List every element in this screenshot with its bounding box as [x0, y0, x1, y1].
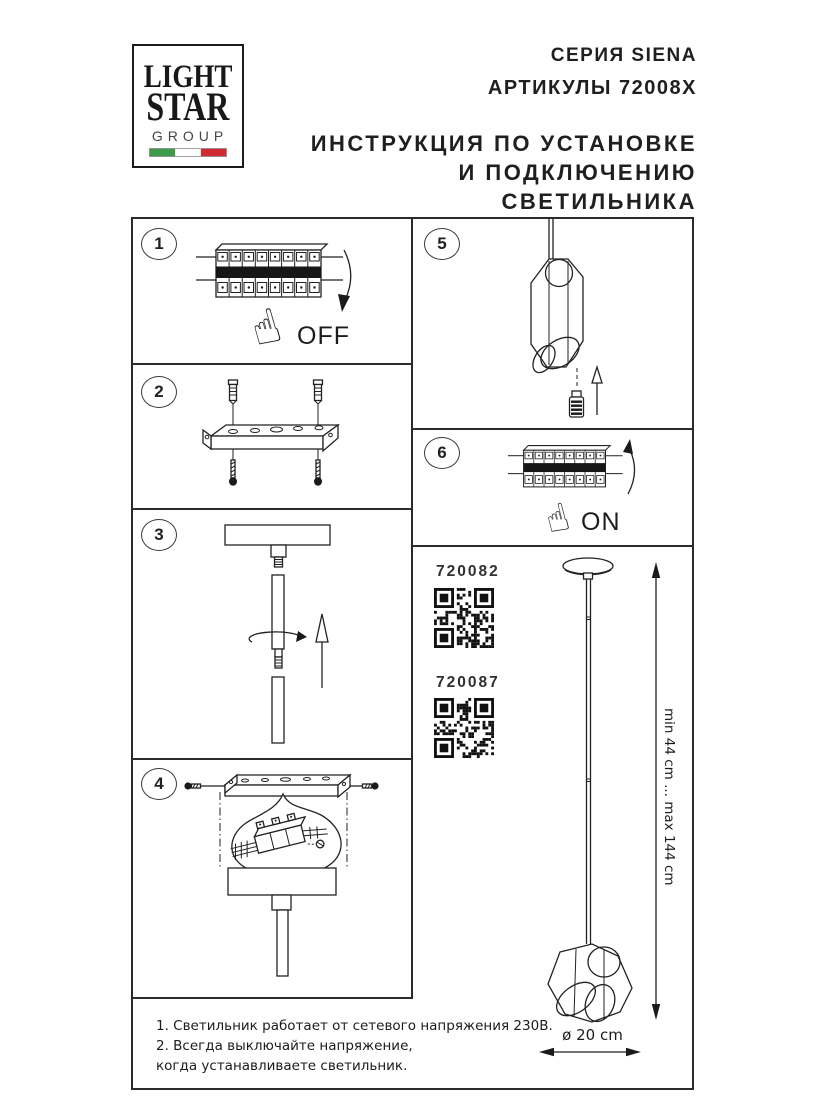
step-2-number: 2: [141, 376, 177, 408]
screw-left: [229, 449, 237, 486]
ceiling-bracket: [225, 775, 350, 797]
divider-step4-notes: [133, 997, 413, 999]
ceiling-canopy: [563, 558, 613, 574]
side-screw-right: [350, 782, 379, 789]
note-line-3: когда устанавливаете светильник.: [156, 1058, 408, 1074]
diameter-label: ø 20 cm: [562, 1026, 623, 1044]
document-header: [300, 44, 697, 216]
off-label: OFF: [297, 322, 350, 350]
arrow-down-head: [338, 294, 350, 312]
arrow-up-head: [316, 614, 328, 642]
arrow-up-head: [623, 439, 633, 454]
articles-title: АРТИКУЛЫ 72008X: [487, 77, 697, 99]
article-number-720082: 720082: [436, 563, 500, 580]
rod-upper-section: [272, 575, 284, 649]
pointing-hand-icon: ☝: [540, 494, 575, 543]
arrow-down-curve: [344, 250, 351, 300]
ceiling-bracket: [203, 425, 338, 451]
step-1-number: 1: [141, 228, 177, 260]
qr-code-720082: [434, 588, 494, 648]
side-screw-left: [184, 782, 225, 789]
mounting-bracket-diagram: [195, 378, 360, 500]
arrow-up-curve: [628, 450, 635, 494]
note-line-2: 2. Всегда выключайте напряжение,: [156, 1038, 413, 1054]
rod-lower-section: [272, 677, 284, 743]
divider-step5-6: [411, 428, 694, 430]
canopy-plate: [228, 868, 336, 895]
logo-word-light: LIGHT: [143, 59, 233, 95]
divider-step2-3: [133, 508, 411, 510]
on-label: ON: [581, 508, 621, 536]
article-number-720087: 720087: [436, 674, 500, 691]
step-5-number: 5: [424, 228, 460, 260]
instruction-title-line1: ИНСТРУКЦИЯ ПО УСТАНОВКЕ: [310, 131, 697, 156]
note-line-1: 1. Светильник работает от сетевого напряжения 230В.: [156, 1018, 553, 1034]
logo-word-star: STAR: [146, 84, 230, 129]
canopy-plate: [225, 525, 330, 545]
lamp-bulb: [570, 391, 584, 417]
divider-step1-2: [133, 363, 411, 365]
rod: [277, 910, 288, 976]
arrow-up-head: [592, 367, 602, 383]
wall-anchor-right: [314, 380, 323, 404]
height-range-label: min 44 cm ... max 144 cm: [661, 708, 677, 886]
instruction-title-line2: И ПОДКЛЮЧЕНИЮ СВЕТИЛЬНИКА: [458, 160, 697, 214]
steps-grid: [131, 217, 694, 1090]
step-6-number: 6: [424, 437, 460, 469]
series-title: СЕРИЯ SIENA: [550, 45, 697, 66]
step-4-number: 4: [141, 768, 177, 800]
rod-assembly-diagram: [195, 518, 365, 750]
italian-flag-icon: [149, 148, 227, 157]
qr-code-720087: [434, 698, 494, 758]
lightstar-logo: [132, 44, 244, 168]
screw-right: [314, 449, 322, 486]
pointing-hand-icon: ☝: [244, 297, 288, 359]
diameter-dimension-arrow: [539, 1048, 641, 1056]
divider-step6-products: [411, 545, 694, 547]
shade-and-bulb-diagram: [498, 219, 633, 428]
logo-word-group: GROUP: [151, 128, 229, 144]
wiring-diagram: [168, 765, 393, 990]
divider-step3-4: [133, 758, 411, 760]
wall-anchor-left: [229, 380, 238, 404]
column-divider: [411, 219, 413, 997]
safety-notes: [156, 1016, 553, 1076]
step-3-number: 3: [141, 519, 177, 551]
